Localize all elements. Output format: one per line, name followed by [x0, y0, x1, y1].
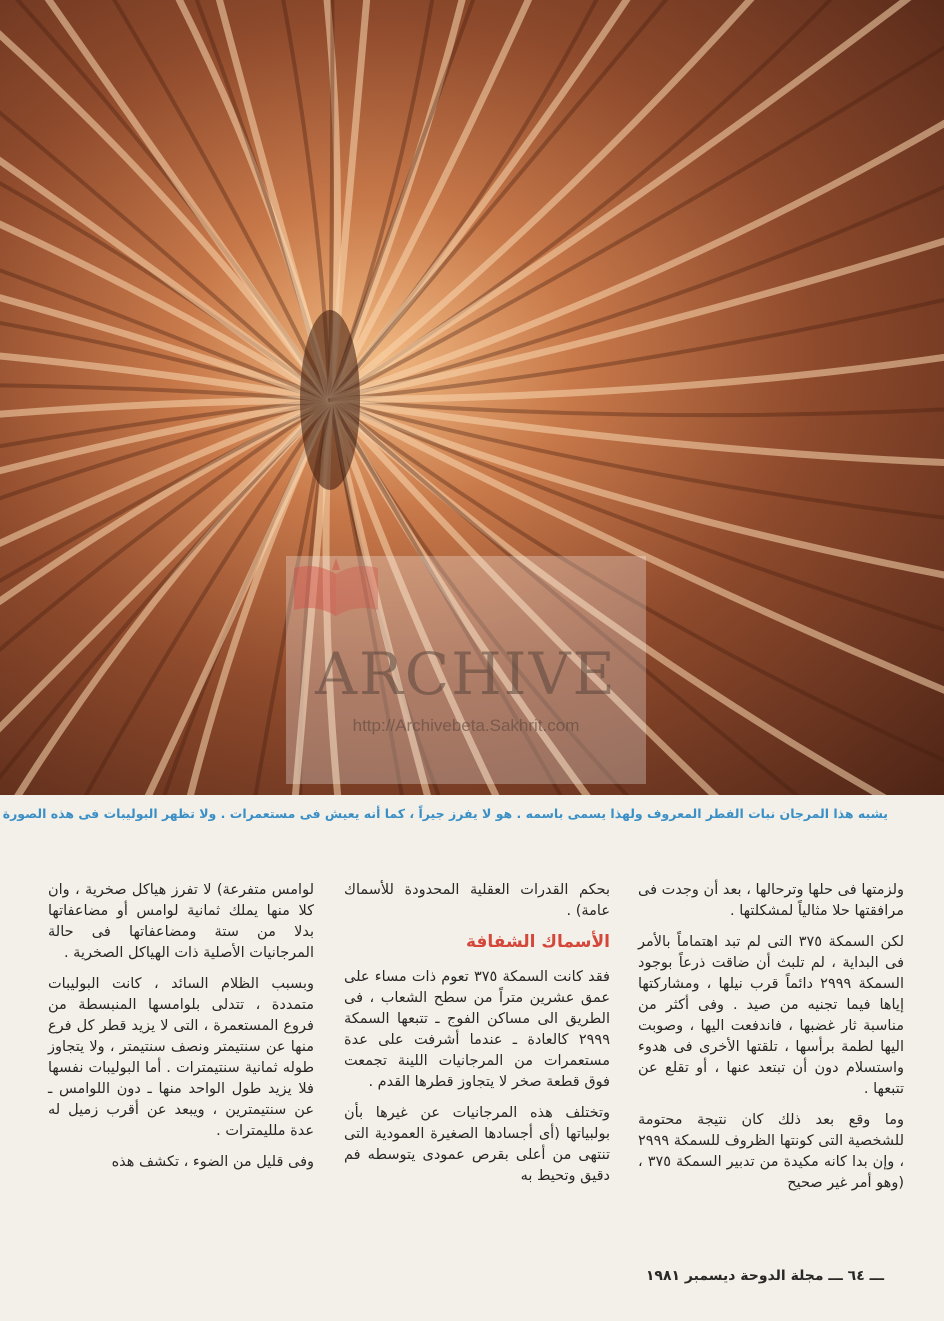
section-heading: الأسماك الشفافة: [465, 932, 610, 952]
paragraph: وما وقع بعد ذلك كان نتيجة محتومة للشخصية التى كونتها الظروف للسمكة ٢٩٩٩ ، وإن بدا كانه مكيدة من تدبير السمكة ٣٧٥ ، (وهو أمر غير صحيح: [638, 1112, 904, 1191]
archive-watermark: [286, 556, 646, 784]
paragraph: فقد كانت السمكة ٣٧٥ تعوم ذات مساء على عمق عشرين متراً من سطح الشعاب ، فى الطريق الى مساكن الفوج ـ تتبعها السمكة ٢٩٩٩ كالعادة ـ عندما أشرفت على عدة مستعمرات من المرجانيات اللينة تجمعت فوق قطعة صخر لا يتجاوز قطرها القدم .: [344, 969, 610, 1090]
paragraph: بحكم القدرات العقلية المحدودة للأسماك عامة) .: [344, 882, 610, 919]
paragraph: وتختلف هذه المرجانيات عن غيرها بأن بولبياتها (أى أجسادها الصغيرة العمودية التى تنتهى من أعلى بقرص عمودى يتوسطه فم دقيق وتحيط به: [344, 1105, 610, 1184]
book-logo-icon: [286, 556, 386, 620]
paragraph: وفى قليل من الضوء ، تكشف هذه: [111, 1154, 314, 1170]
page-footer: ـــ ٦٤ ـــ مجلة الدوحة ديسمبر ١٩٨١: [645, 1268, 884, 1284]
article-column-right: [638, 880, 904, 1204]
paragraph: لكن السمكة ٣٧٥ التى لم تبد اهتماماً بالأمر فى البداية ، لم تلبث أن ضاقت ذرعاً بوجود السمكة ٢٩٩٩ دائماً قرب نيلها ، ومشاركتها إياها فيما تجنيه من صيد . وفى أكثر من مناسبة ثار غضبها ، فاندفعت اليها ، وصوبت اليها لطمة برأسها ، تلقتها الأخرى فى هدوء واستسلام دون أن تبتعد عنها ، أو تقلع عن تتبعها .: [638, 934, 905, 1097]
paragraph: لوامس متفرعة) لا تفرز هياكل صخرية ، وان كلا منها يملك ثمانية لوامس أو مضاعفاتها بدلا من ستة ومضاعفاتها فى حالة المرجانيات الأصلية ذات الهياكل الصخرية .: [48, 882, 314, 961]
article-column-left: [48, 880, 314, 1183]
watermark-title: ARCHIVE: [315, 640, 617, 708]
paragraph: ولزمتها فى حلها وترحالها ، بعد أن وجدت فى مرافقتها حلا مثالياً لمشكلتها .: [638, 882, 904, 919]
coral-ridge: [330, 0, 766, 400]
watermark-url: http://Archivebeta.Sakhrit.com: [352, 716, 580, 735]
article-column-middle: [344, 880, 610, 1197]
paragraph: وبسبب الظلام السائد ، كانت البوليبات متمددة ، تتدلى بلوامسها المنبسطة من فروع المستعمرة ، التى لا يزيد قطر كل فرع منها عن سنتيمتر ونصف سنتيمتر ، ولا يتجاوز طوله ثمانية سنتيمترات . أما البوليبات نفسها فلا يزيد طول الواحد منها ـ دون اللوامس ـ عن سنتيمترين ، ويبعد عن أقرب زميل له عدة ملليمترات .: [48, 976, 314, 1139]
coral-mouth: [300, 310, 360, 490]
coral-ridge: [330, 0, 710, 400]
coral-ridge: [0, 0, 330, 400]
photo-caption: يشبه هذا المرجان نبات الفطر المعروف ولهذا يسمى باسمه . هو لا يفرز جيراً ، كما أنه يعيش فى مستعمرات . ولا تظهر البوليبات فى هذه الصورة: [2, 806, 888, 821]
